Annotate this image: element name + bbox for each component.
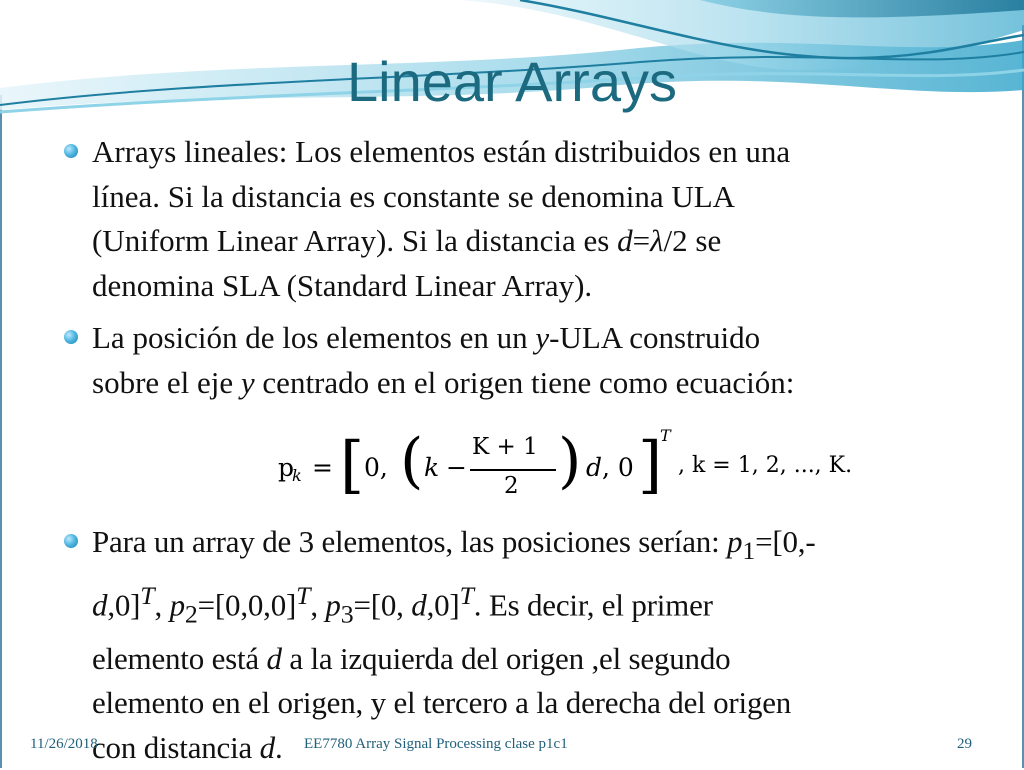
eq-transpose: T xyxy=(660,426,671,445)
bullet-line xyxy=(92,361,972,406)
var-d: d xyxy=(92,587,108,623)
bullet-text: =[0,0,0] xyxy=(197,587,297,623)
var-p2: p xyxy=(169,587,185,623)
position-equation xyxy=(260,420,853,516)
var-d: d xyxy=(259,729,275,765)
var-d: d xyxy=(617,223,633,258)
superscript-t: T xyxy=(296,580,311,610)
bullet-text: /2 se xyxy=(663,223,722,258)
eq-minus: − xyxy=(446,453,467,482)
subscript: 3 xyxy=(340,599,354,629)
bullet-line xyxy=(92,219,972,264)
bullet-text: elemento está xyxy=(92,640,267,676)
bullet-text: , xyxy=(310,587,326,623)
bullet-line xyxy=(92,520,972,574)
footer-page-number: 29 xyxy=(957,736,972,752)
bullet-line xyxy=(92,574,972,637)
eq-tail: , 0 xyxy=(602,453,634,482)
bullet-dot-icon xyxy=(64,144,78,158)
eq-numerator: K + 1 xyxy=(472,434,538,460)
var-y: y xyxy=(240,364,255,400)
bullet-text: = xyxy=(632,223,651,258)
eq-right-paren: ) xyxy=(558,426,582,496)
bullet-line: elemento en el origen, y el tercero a la derecha del origen xyxy=(92,685,792,721)
eq-d: d xyxy=(586,453,603,482)
var-d: d xyxy=(266,640,282,676)
bullet-text: con distancia xyxy=(92,729,260,765)
bullet-text: Para un array de 3 elementos, las posiciones serían: xyxy=(92,524,728,559)
bullet-text: ,0] xyxy=(426,587,460,623)
superscript-t: T xyxy=(140,580,155,610)
bullet-text: -ULA construido xyxy=(549,320,761,355)
bullet-text: =[0,- xyxy=(755,524,816,559)
bullet-text: . Es decir, el primer xyxy=(473,587,713,623)
bullet-line: denomina SLA (Standard Linear Array). xyxy=(92,267,593,303)
var-p3: p xyxy=(325,587,341,623)
eq-right-bracket: ] xyxy=(638,428,663,501)
var-y: y xyxy=(535,320,550,355)
eq-k: k xyxy=(424,453,440,482)
var-lambda: λ xyxy=(650,223,664,258)
superscript-t: T xyxy=(459,580,474,610)
bullet-text: sobre el eje xyxy=(92,364,241,400)
bullet-ejemplo-3-elementos xyxy=(92,520,972,770)
eq-denominator: 2 xyxy=(504,473,519,499)
eq-equals: = xyxy=(312,453,333,482)
bullet-text: . xyxy=(274,729,283,765)
bullet-line xyxy=(92,637,972,682)
bullet-line: línea. Si la distancia es constante se denomina ULA xyxy=(92,178,736,214)
eq-zero: 0, xyxy=(364,453,388,482)
bullet-text: , xyxy=(154,587,170,623)
eq-left-bracket: [ xyxy=(340,428,365,501)
var-d: d xyxy=(411,587,427,623)
bullet-posicion-elementos xyxy=(92,316,972,405)
bullet-text: =[0, xyxy=(353,587,412,623)
subscript: 1 xyxy=(742,536,756,566)
slide-title: Linear Arrays xyxy=(347,50,677,113)
bullet-text: a la izquierda del origen ,el segundo xyxy=(281,640,731,676)
bullet-text: La posición de los elementos en un xyxy=(92,320,536,355)
bullet-text: centrado en el origen tiene como ecuación: xyxy=(254,364,795,400)
bullet-arrays-lineales xyxy=(92,130,972,308)
bullet-text: ,0] xyxy=(107,587,141,623)
footer-course-title: EE7780 Array Signal Processing clase p1c1 xyxy=(304,736,568,752)
footer-date: 11/26/2018 xyxy=(30,736,98,752)
eq-fraction-bar xyxy=(470,469,556,471)
eq-lhs-subscript: k xyxy=(292,466,302,485)
bullet-dot-icon xyxy=(64,330,78,344)
subscript: 2 xyxy=(184,599,198,629)
eq-range: , k = 1, 2, ..., K. xyxy=(678,453,853,478)
bullet-line xyxy=(92,316,972,361)
eq-lhs: p xyxy=(278,453,295,482)
bullet-text: (Uniform Linear Array). Si la distancia es xyxy=(92,223,618,258)
bullet-line: Arrays lineales: Los elementos están distribuidos en una xyxy=(92,134,791,169)
bullet-dot-icon xyxy=(64,534,78,548)
eq-left-paren: ( xyxy=(400,426,424,496)
var-p1: p xyxy=(727,524,743,559)
